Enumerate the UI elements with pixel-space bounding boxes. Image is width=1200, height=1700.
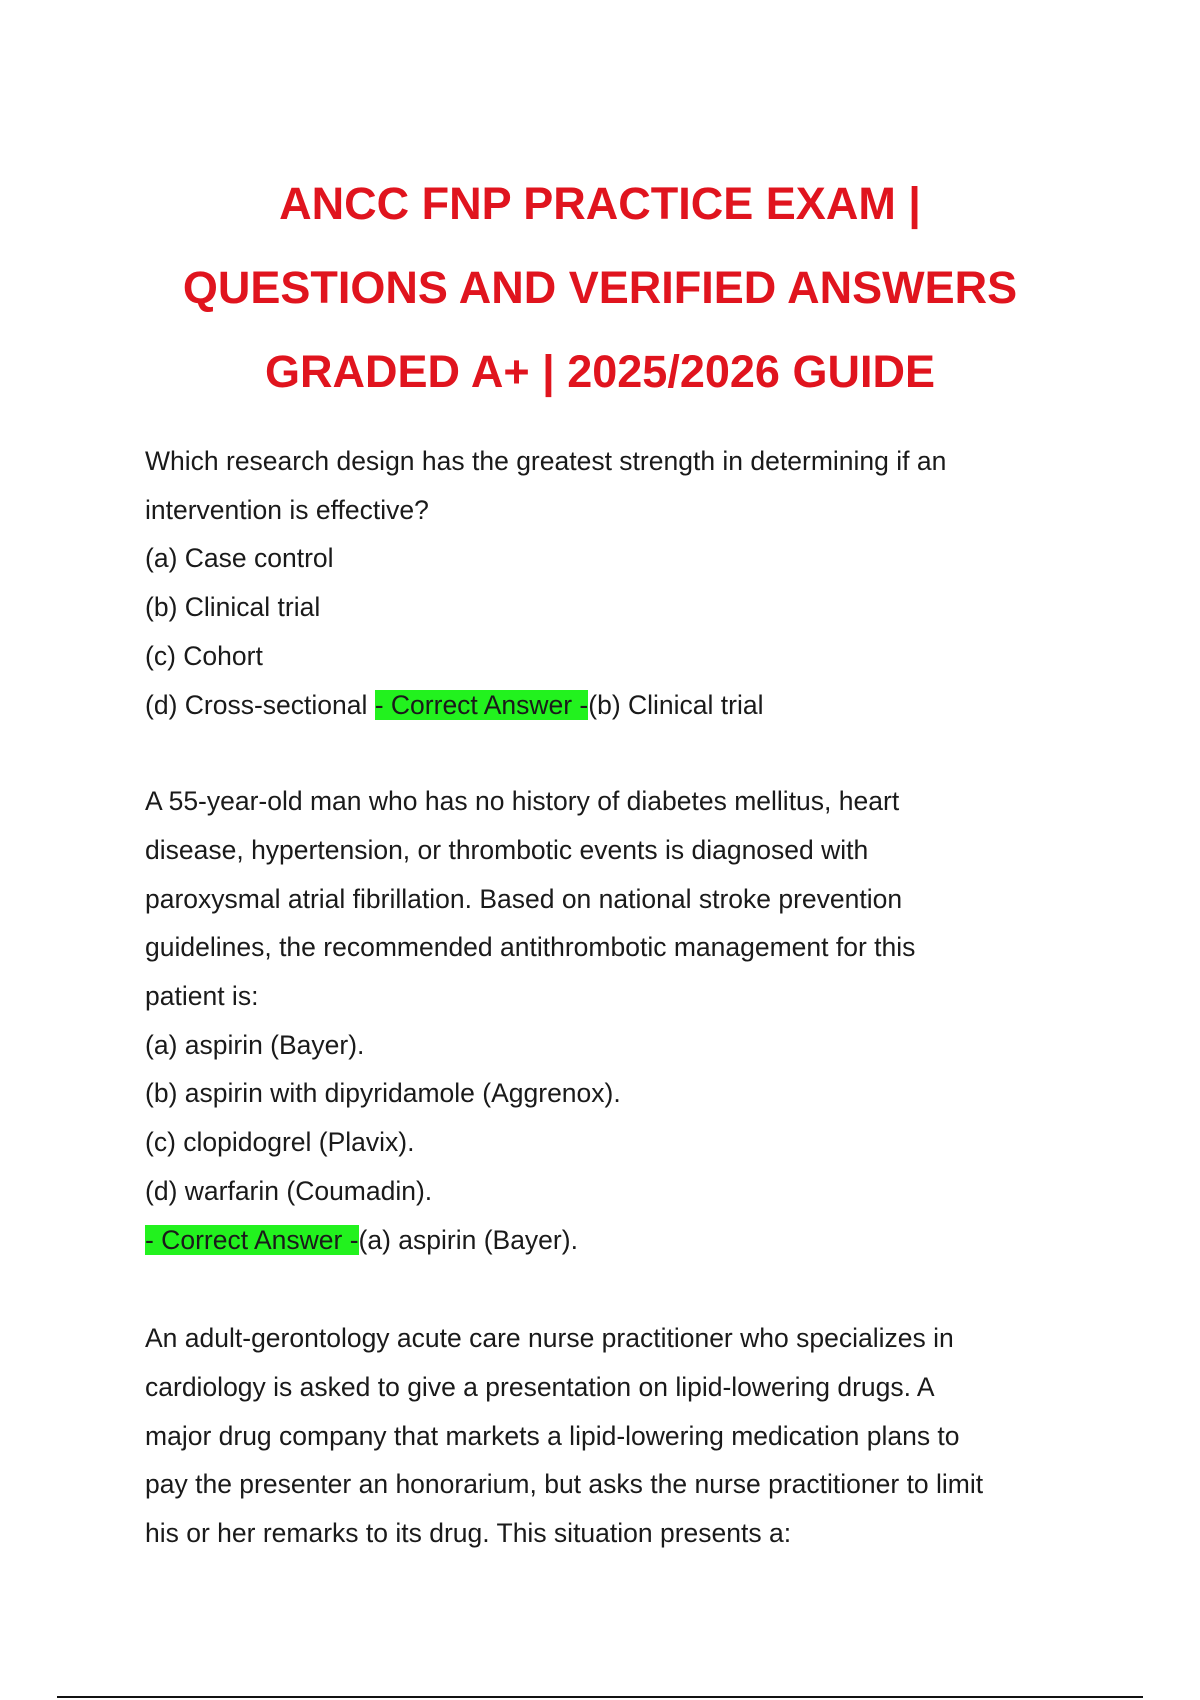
question-1-option-b: (b) Clinical trial	[145, 592, 321, 623]
question-3-stem-line-1: An adult-gerontology acute care nurse practitioner who specializes in	[145, 1323, 954, 1354]
question-2-option-b: (b) aspirin with dipyridamole (Aggrenox).	[145, 1078, 621, 1109]
question-2-answer: (a) aspirin (Bayer).	[358, 1224, 578, 1255]
title-line-3: GRADED A+ | 2025/2026 GUIDE	[265, 346, 935, 398]
question-2	[145, 777, 1065, 1264]
question-1-answer: (b) Clinical trial	[588, 689, 764, 720]
question-3-stem-line-5: his or her remarks to its drug. This situation presents a:	[145, 1518, 792, 1549]
document-body	[145, 437, 1065, 1558]
question-2-option-a: (a) aspirin (Bayer).	[145, 1029, 365, 1060]
question-2-correct-answer-label: - Correct Answer -	[145, 1224, 359, 1255]
question-3	[145, 1314, 1065, 1558]
question-1-option-d-line	[145, 681, 1065, 730]
question-3-stem-line-4: pay the presenter an honorarium, but asks the nurse practitioner to limit	[145, 1469, 984, 1500]
question-1	[145, 437, 1065, 729]
question-2-answer-line	[145, 1216, 1065, 1265]
question-1-stem-line-2: intervention is effective?	[145, 494, 429, 525]
question-1-option-a: (a) Case control	[145, 543, 334, 574]
title-line-2: QUESTIONS AND VERIFIED ANSWERS	[182, 262, 1018, 314]
document-title	[0, 162, 1200, 414]
question-2-stem-line-4: guidelines, the recommended antithrombotic management for this	[145, 932, 916, 963]
paragraph-gap	[145, 1264, 1065, 1314]
question-2-option-c: (c) clopidogrel (Plavix).	[145, 1127, 415, 1158]
question-3-stem-line-2: cardiology is asked to give a presentation on lipid-lowering drugs. A	[145, 1371, 935, 1402]
question-2-stem-line-3: paroxysmal atrial fibrillation. Based on national stroke prevention	[145, 883, 903, 914]
question-2-stem-line-5: patient is:	[145, 981, 259, 1012]
title-line-1: ANCC FNP PRACTICE EXAM |	[279, 178, 921, 230]
question-1-correct-answer-label: - Correct Answer -	[374, 689, 589, 720]
question-2-stem-line-2: disease, hypertension, or thrombotic events is diagnosed with	[145, 834, 869, 865]
question-1-stem-line-1: Which research design has the greatest strength in determining if an	[145, 446, 947, 476]
question-1-option-d: (d) Cross-sectional	[145, 689, 375, 720]
question-3-stem-line-3: major drug company that markets a lipid-lowering medication plans to	[145, 1420, 960, 1451]
footer-rule	[57, 1696, 1143, 1698]
question-2-stem-line-1: A 55-year-old man who has no history of diabetes mellitus, heart	[145, 786, 900, 817]
paragraph-gap	[145, 729, 1065, 777]
question-1-option-c: (c) Cohort	[145, 640, 263, 671]
question-2-option-d: (d) warfarin (Coumadin).	[145, 1175, 433, 1206]
